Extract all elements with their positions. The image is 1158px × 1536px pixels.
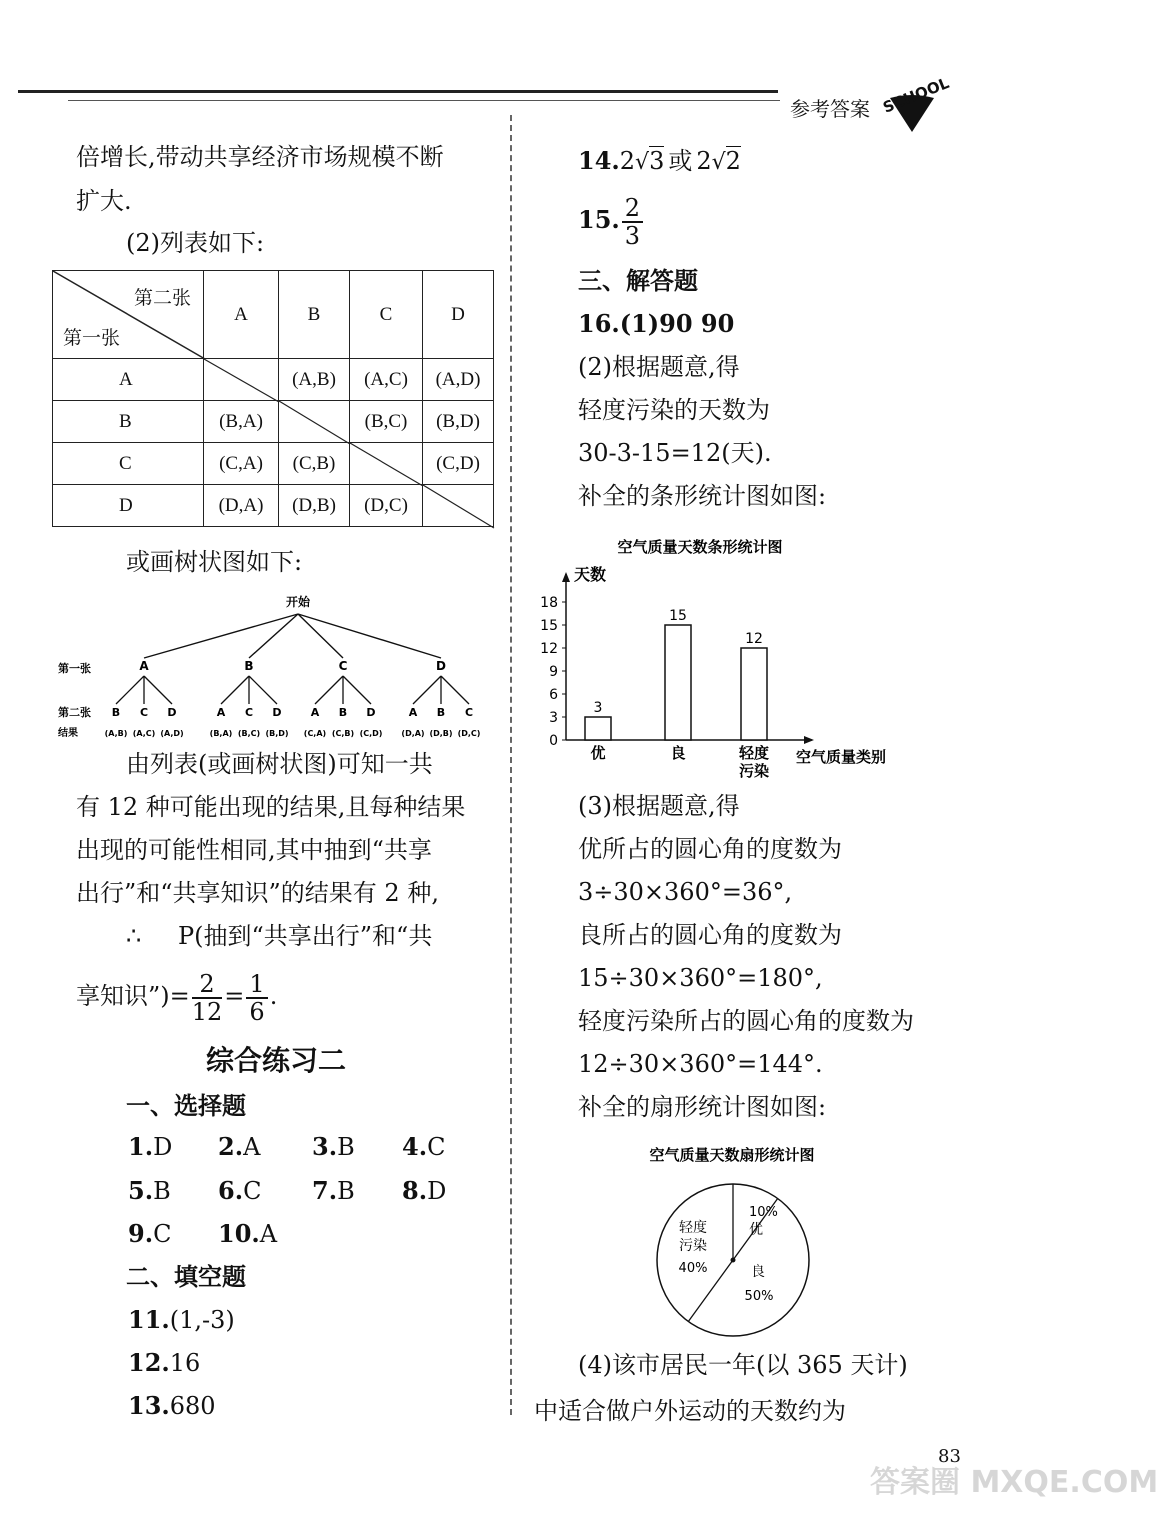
probability-line: 享知识”)= $\frac{2}{12}$ = $\frac{1}{6}$ . [76, 969, 278, 1026]
y-tick-label: 18 [540, 595, 558, 611]
pie-slice-label: 40% [678, 1261, 708, 1276]
pie-slice-label: 10% [749, 1205, 778, 1220]
column-divider [510, 115, 512, 1415]
choice-answer: 10.A [218, 1219, 278, 1248]
left-para-1-line-1: 倍增长,带动共享经济市场规模不断 [76, 143, 444, 171]
x-tick-label: 轻度 [738, 744, 770, 762]
answer-16-1: 16.(1)90 90 [578, 309, 735, 338]
x-tick-label: 良 [670, 744, 686, 762]
tree-node: A [139, 659, 149, 673]
outcome-table [52, 270, 494, 527]
calc-line-4: 15÷30×360°=180°, [578, 964, 823, 992]
answer-16-2: (2)根据题意,得 [578, 353, 740, 381]
table-cell: (B,D) [423, 401, 494, 443]
tree-child: B [436, 706, 446, 719]
tree-first-label: 第一张 [58, 662, 91, 675]
tree-branch [315, 676, 343, 704]
school-logo [872, 68, 952, 140]
corner-second-label: 第二张 [133, 288, 191, 309]
tree-result: (A,D) [160, 729, 184, 738]
choice-answer: 5.B [128, 1176, 171, 1205]
table-cell: (A,D) [423, 359, 494, 401]
tree-result: (C,A) [303, 729, 327, 738]
tree-branch [298, 614, 441, 658]
fraction-1-6: $\frac{1}{6}$ [246, 971, 267, 1025]
diagonal-cell [423, 485, 494, 527]
y-tick-label: 3 [549, 710, 558, 726]
pie-chart [600, 1138, 860, 1358]
header-rule [18, 90, 778, 93]
bar [585, 717, 611, 740]
choice-answer: 8.D [402, 1176, 447, 1205]
choice-answer: 2.A [218, 1132, 261, 1161]
pie-slice-label: 优 [749, 1222, 763, 1238]
tree-result: (B,A) [209, 729, 233, 738]
probability-prefix: 享知识”)= [76, 982, 190, 1010]
col-header: D [423, 271, 494, 359]
tree-child: D [167, 706, 177, 719]
tree-diagram [0, 590, 510, 750]
sqrt-2: √2 [711, 147, 741, 175]
header-rule-thin [68, 100, 780, 101]
diagonal-cell [204, 359, 279, 401]
tree-branch [441, 676, 469, 704]
tree-branch [221, 676, 249, 704]
tree-result: (C,B) [331, 729, 355, 738]
tree-branch [249, 676, 277, 704]
y-tick-label: 15 [540, 618, 558, 634]
calc-line-3: 良所占的圆心角的度数为 [578, 921, 842, 949]
conclusion-line-3: 出现的可能性相同,其中抽到“共享 [76, 836, 432, 864]
tree-node: C [338, 659, 348, 673]
tree-result: (B,D) [265, 729, 289, 738]
bar [665, 625, 691, 740]
diagonal-cell [279, 401, 350, 443]
pie-center [731, 1258, 736, 1263]
tree-second-label: 第二张 [58, 706, 91, 719]
table-cell: (D,B) [279, 485, 350, 527]
bar-chart-title: 空气质量天数条形统计图 [617, 538, 783, 556]
tree-result: (D,C) [457, 729, 481, 738]
pie-chart-intro: 补全的扇形统计图如图: [578, 1093, 827, 1121]
tree-node: B [244, 659, 254, 673]
calc-line-2: 3÷30×360°=36°, [578, 878, 793, 906]
fraction-2-12: $\frac{2}{12}$ [191, 969, 223, 1026]
table-cell: (D,A) [204, 485, 279, 527]
tree-branch [116, 676, 144, 704]
watermark: 答案圈 MXQE.COM [870, 1465, 1158, 1500]
choice-answer: 1.D [128, 1132, 173, 1161]
corner-first-label: 第一张 [63, 328, 121, 349]
fraction-2-3: $\frac{2}{3}$ [622, 195, 643, 249]
table-cell: (B,A) [204, 401, 279, 443]
table-row [53, 401, 494, 443]
answer-14: 14.2√3 或 2√2 [578, 146, 741, 178]
fill-heading: 二、填空题 [126, 1262, 246, 1291]
table-row [53, 485, 494, 527]
table-cell: (B,C) [350, 401, 423, 443]
choice-heading: 一、选择题 [126, 1091, 246, 1120]
bar-chart-intro: 补全的条形统计图如图: [578, 482, 827, 510]
y-tick-label: 0 [549, 733, 558, 749]
tree-child: D [366, 706, 376, 719]
table-cell: (C,D) [423, 443, 494, 485]
solution-heading: 三、解答题 [578, 266, 698, 295]
table-cell: (A,B) [279, 359, 350, 401]
choice-answer: 3.B [312, 1132, 355, 1161]
bar-value-label: 3 [593, 700, 603, 716]
table-row [53, 443, 494, 485]
sqrt-3: √3 [635, 147, 665, 175]
pie-slice-label: 良 [751, 1264, 765, 1280]
tree-child: B [111, 706, 121, 719]
bar-chart-ylabel: 天数 [574, 565, 607, 584]
conclusion-line-1: 由列表(或画树状图)可知一共 [126, 750, 433, 778]
school-logo-text: SCHOOL [880, 73, 952, 117]
tree-branch [343, 676, 371, 704]
table-cell: (C,B) [279, 443, 350, 485]
choice-answer: 7.B [312, 1176, 355, 1205]
tree-child: B [338, 706, 348, 719]
tree-child: C [464, 706, 474, 719]
tree-child: A [408, 706, 418, 719]
bar-value-label: 12 [745, 631, 763, 647]
tree-child: A [216, 706, 226, 719]
col-header: B [279, 271, 350, 359]
table-cell: (A,C) [350, 359, 423, 401]
conclusion-line-2: 有 12 种可能出现的结果,且每种结果 [76, 793, 466, 821]
row-header: D [53, 485, 204, 527]
x-axis-arrow [804, 736, 814, 744]
tree-child: C [139, 706, 149, 719]
header-title: 参考答案 [790, 97, 870, 121]
tree-intro: 或画树状图如下: [126, 548, 303, 576]
table-corner [53, 271, 204, 359]
light-pollution-calc: 30-3-15=12(天). [578, 439, 772, 467]
page-number: 83 [938, 1446, 961, 1467]
light-pollution-text: 轻度污染的天数为 [578, 396, 770, 424]
calc-line-1: 优所占的圆心角的度数为 [578, 835, 842, 863]
row-header: A [53, 359, 204, 401]
answer-16-4-line-2: 中适合做户外运动的天数约为 [534, 1397, 846, 1425]
calc-line-6: 12÷30×360°=144°. [578, 1050, 823, 1078]
answer-16-3-head: (3)根据题意,得 [578, 792, 740, 820]
answer-13: 13.680 [128, 1391, 216, 1420]
answer-15: 15. $\frac{2}{3}$ [578, 192, 645, 249]
tree-child: C [244, 706, 254, 719]
pie-slice-label: 轻度 [679, 1220, 707, 1236]
tree-result: (D,A) [401, 729, 425, 738]
bar-chart-xlabel: 空气质量类别 [796, 748, 887, 766]
x-tick-label-line2: 污染 [738, 762, 770, 780]
pie-chart-title: 空气质量天数扇形统计图 [649, 1146, 815, 1164]
y-tick-label: 9 [549, 664, 558, 680]
tree-branch [144, 614, 298, 658]
tree-result: (B,C) [237, 729, 261, 738]
tree-result: (C,D) [359, 729, 383, 738]
tree-child: A [310, 706, 320, 719]
left-para-1-line-2: 扩大. [76, 187, 132, 215]
tree-start: 开始 [285, 595, 311, 609]
x-tick-label: 优 [590, 744, 606, 762]
y-axis-arrow [562, 572, 570, 582]
y-tick-label: 6 [549, 687, 558, 703]
section-title: 综合练习二 [206, 1044, 347, 1077]
table-intro: (2)列表如下: [126, 229, 265, 257]
col-header: C [350, 271, 423, 359]
pie-slice-label: 污染 [679, 1238, 707, 1254]
therefore-symbol: ∴ [126, 922, 142, 950]
tree-result-label: 结果 [58, 728, 78, 739]
row-header: B [53, 401, 204, 443]
choice-answer: 6.C [218, 1176, 262, 1205]
answer-16-4-line-1: (4)该市居民一年(以 365 天计) [578, 1351, 908, 1379]
table-row [53, 359, 494, 401]
conclusion-line-4: 出行”和“共享知识”的结果有 2 种, [76, 879, 439, 907]
tree-node: D [436, 659, 446, 673]
tree-branch [413, 676, 441, 704]
row-header: C [53, 443, 204, 485]
answer-11: 11.(1,-3) [128, 1305, 235, 1334]
answer-12: 12.16 [128, 1348, 201, 1377]
bar-value-label: 15 [669, 608, 687, 624]
col-header: A [204, 271, 279, 359]
choice-answer: 9.C [128, 1219, 172, 1248]
tree-branch [144, 676, 172, 704]
tree-result: (D,B) [429, 729, 453, 738]
bar-chart [520, 530, 940, 790]
tree-result: (A,B) [104, 729, 128, 738]
calc-line-5: 轻度污染所占的圆心角的度数为 [578, 1007, 914, 1035]
choice-answer: 4.C [402, 1132, 446, 1161]
pie-slice-label: 50% [744, 1289, 774, 1304]
y-tick-label: 12 [540, 641, 558, 657]
table-cell: (C,A) [204, 443, 279, 485]
tree-result: (A,C) [132, 729, 156, 738]
diagonal-cell [350, 443, 423, 485]
table-cell: (D,C) [350, 485, 423, 527]
bar [741, 648, 767, 740]
tree-child: D [272, 706, 282, 719]
conclusion-line-5: P(抽到“共享出行”和“共 [178, 922, 433, 950]
